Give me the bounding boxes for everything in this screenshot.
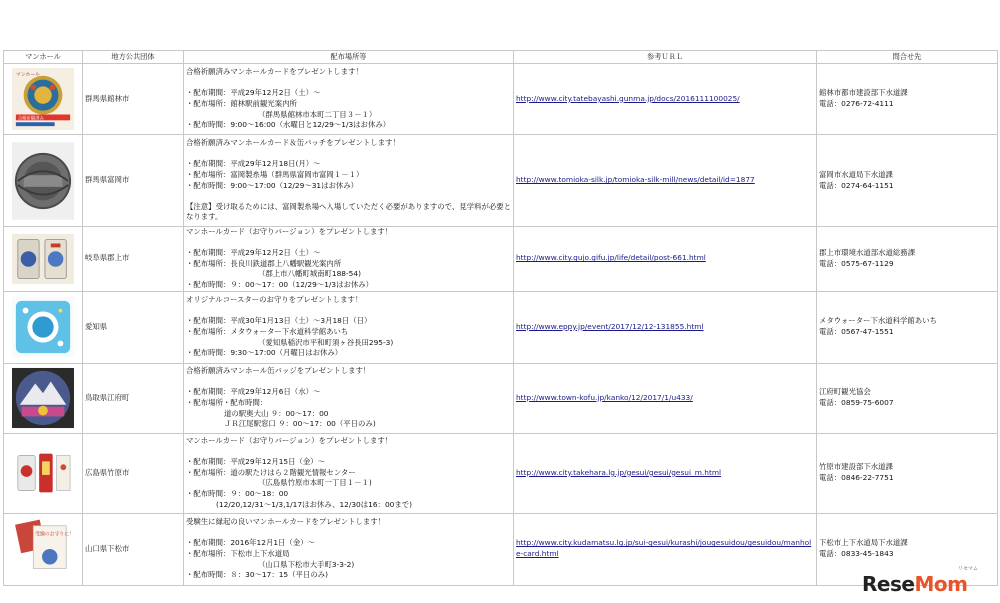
logo-subtext: リセマム — [958, 566, 978, 572]
reference-link[interactable]: http://www.tomioka-silk.jp/tomioka-silk-mill/news/detail/id=1877 — [516, 175, 755, 185]
dist-line — [186, 149, 511, 160]
dist-line: マンホールカード（お守りバージョン）をプレゼントします！ — [186, 227, 393, 236]
dist-line: （山口県下松市大手町3-3-2) — [258, 559, 355, 569]
dist-line: （愛知県稲沢市平和町須ヶ谷長田295-3) — [258, 337, 394, 347]
card-image — [12, 517, 74, 581]
contact-office: 江府町観光協会 — [819, 387, 871, 397]
badge-image — [12, 367, 74, 429]
contact-phone: 電話：0859-75-6007 — [819, 398, 894, 408]
contact-phone: 電話：0274-64-1151 — [819, 180, 894, 190]
distribution-cell — [184, 363, 514, 433]
dist-line: ・配布期間：平成29年12月15日（金）～ — [186, 457, 326, 467]
dist-line: ・配布期間：平成29年12月6日（水）～ — [186, 387, 321, 397]
manhole-image-cell — [4, 227, 83, 292]
reference-link[interactable]: http://www.city.gujo.gifu.jp/life/detail/post-661.html — [516, 253, 706, 263]
dist-line: ＪＲ江尾駅窓口 ９：00～17：00（平日のみ) — [224, 419, 376, 429]
distribution-cell — [184, 227, 514, 292]
dist-line: ・配布時間：9:00～17:00（12/29～31はお休み） — [186, 180, 359, 190]
url-cell — [514, 135, 817, 227]
card-caption-bottom: 合格祈願済み — [17, 116, 44, 122]
municipality-cell: 山口県下松市 — [83, 513, 184, 585]
omamori-image — [12, 443, 74, 503]
manhole-cover-image — [12, 141, 74, 221]
resemom-logo — [862, 572, 967, 596]
contact-office: 下松市上下水道局下水道課 — [819, 538, 908, 548]
header-url: 参考ＵＲＬ — [514, 51, 817, 64]
manhole-card-image — [12, 67, 74, 131]
contact-cell — [817, 291, 998, 363]
table-row — [4, 64, 998, 135]
dist-line: ・配布時間：9:00～16:00（水曜日と12/29～1/3はお休み） — [186, 120, 391, 130]
reference-link[interactable]: http://www.city.kudamatsu.lg.jp/sui-gesui/kurashi/jougesuidou/gesuidou/manhole-card.html — [516, 538, 812, 559]
url-cell — [514, 64, 817, 135]
table-row — [4, 291, 998, 363]
dist-line: （群馬県館林市本町二丁目３－１） — [258, 109, 377, 119]
url-cell — [514, 291, 817, 363]
table-row — [4, 363, 998, 433]
dist-line: ・配布場所：館林駅前観光案内所 — [186, 99, 297, 108]
dist-line: ・配布場所・配布時間： — [186, 398, 268, 408]
table-row — [4, 227, 998, 292]
municipality-cell: 岐阜県郡上市 — [83, 227, 184, 292]
url-cell — [514, 363, 817, 433]
dist-line: オリジナルコースターのお守りをプレゼントします！ — [186, 295, 363, 305]
dist-line: ・配布期間：平成29年12月2日（土）～ — [186, 248, 321, 258]
dist-line: ・配布場所：長良川鉄道郡上八幡駅観光案内所 — [186, 258, 342, 268]
distribution-cell — [184, 433, 514, 513]
dist-line — [186, 306, 511, 317]
dist-line: 道の駅奥大山 ９：00～17：00 — [224, 408, 329, 418]
header-contact: 問合せ先 — [817, 51, 998, 64]
contact-phone: 電話：0575-67-1129 — [819, 258, 894, 268]
url-cell — [514, 227, 817, 292]
municipality-cell: 愛知県 — [83, 291, 184, 363]
dist-line: 合格祈願済みマンホールカードをプレゼントします！ — [186, 67, 363, 77]
card-caption: 受験のお守りに！ — [35, 532, 74, 538]
dist-line: ・配布時間：８：30～17：15（平日のみ) — [186, 570, 328, 580]
contact-phone: 電話：0846-22-7751 — [819, 473, 894, 483]
contact-cell — [817, 135, 998, 227]
dist-line: 合格祈願済みマンホール缶バッジをプレゼントします！ — [186, 366, 371, 376]
manhole-image-cell — [4, 291, 83, 363]
dist-line: マンホールカード（お守りバージョン）をプレゼントします！ — [186, 435, 393, 445]
contact-cell — [817, 64, 998, 135]
card-caption-top: マンホール — [15, 72, 40, 78]
dist-line: なります。 — [186, 212, 223, 222]
reference-link[interactable]: http://www.eppy.jp/event/2017/12/12-131855.html — [516, 321, 704, 331]
dist-line: （広島県竹原市本町一丁目１－１) — [258, 478, 372, 488]
coaster-image — [12, 296, 74, 358]
dist-line: ・配布場所：富岡製糸場（群馬県富岡市富岡１－１） — [186, 169, 364, 179]
dist-line — [186, 528, 511, 539]
dist-line: ・配布期間：平成30年1月13日（土）～3月18日（日） — [186, 316, 372, 326]
manhole-image-cell — [4, 513, 83, 585]
distribution-cell — [184, 135, 514, 227]
dist-line: 【注意】受け取るためには、富岡製糸場へ入場していただく必要がありますので、見学料が必要と — [186, 201, 512, 211]
manhole-image-cell — [4, 433, 83, 513]
logo-brand-b: Mom — [914, 572, 968, 596]
dist-line: 合格祈願済みマンホールカード＆缶バッチをプレゼントします！ — [186, 138, 400, 148]
dist-line: （郡上市八幡町城南町188-54) — [258, 269, 361, 279]
dist-line: ・配布場所：道の駅たけはら２階観光情報センター — [186, 467, 356, 477]
table-row — [4, 433, 998, 513]
dist-line: ・配布時間：９：00～18：00 — [186, 488, 289, 498]
dist-line: ・配布期間：平成29年12月18日(月）～ — [186, 159, 321, 169]
dist-line — [186, 377, 511, 388]
manhole-image-cell — [4, 64, 83, 135]
dist-line: (12/20,12/31～1/3,1/17はお休み、12/30は16：00まで) — [216, 499, 413, 509]
contact-phone: 電話：0276-72-4111 — [819, 99, 894, 108]
dist-line — [186, 447, 511, 458]
table-header-row — [4, 51, 998, 64]
dist-line — [186, 191, 511, 202]
municipality-cell: 広島県竹原市 — [83, 433, 184, 513]
dist-line: ・配布期間：平成29年12月2日（土）～ — [186, 88, 321, 98]
distribution-cell — [184, 64, 514, 135]
contact-phone: 電話：0567-47-1551 — [819, 327, 894, 337]
contact-office: 富岡市水道局下水道課 — [819, 169, 893, 179]
dist-line: ・配布場所：下松市上下水道局 — [186, 549, 290, 559]
reference-link[interactable]: http://www.town-kofu.jp/kanko/12/2017/1/u433/ — [516, 392, 693, 402]
dist-line — [186, 238, 511, 249]
contact-office: 竹原市建設部下水道課 — [819, 462, 893, 472]
manhole-card-table — [3, 50, 998, 586]
manhole-image-cell — [4, 135, 83, 227]
header-distribution: 配布場所等 — [184, 51, 514, 64]
contact-office: メタウォーター下水道科学館あいち — [819, 316, 937, 326]
logo-brand-a: Rese — [862, 572, 915, 596]
manhole-image-cell — [4, 363, 83, 433]
distribution-cell — [184, 513, 514, 585]
dist-line — [186, 78, 511, 89]
url-cell — [514, 433, 817, 513]
contact-office: 館林市都市建設部下水道課 — [819, 88, 908, 98]
omamori-card-image — [12, 233, 74, 285]
municipality-cell: 群馬県館林市 — [83, 64, 184, 135]
contact-office: 郡上市環境水道部水道総務課 — [819, 248, 916, 258]
dist-line: ・配布期間：2016年12月1日（金）～ — [186, 538, 315, 548]
contact-cell — [817, 227, 998, 292]
contact-cell — [817, 363, 998, 433]
contact-phone: 電話：0833-45-1843 — [819, 549, 894, 559]
reference-link[interactable]: http://www.city.takehara.lg.jp/gesui/gesui/gesui_m.html — [516, 467, 722, 477]
table-row — [4, 513, 998, 585]
header-municipality: 地方公共団体 — [83, 51, 184, 64]
table-row — [4, 135, 998, 227]
municipality-cell: 群馬県富岡市 — [83, 135, 184, 227]
reference-link[interactable]: http://www.city.tatebayashi.gunma.jp/docs/2016111100025/ — [516, 93, 740, 103]
dist-line: 受験生に縁起の良いマンホールカードをプレゼントします！ — [186, 517, 386, 527]
dist-line: ・配布時間：９：00～17：00（12/29～1/3はお休み） — [186, 279, 374, 289]
municipality-cell: 鳥取県江府町 — [83, 363, 184, 433]
contact-cell — [817, 433, 998, 513]
distribution-cell — [184, 291, 514, 363]
dist-line: ・配布時間：9:30～17:00（月曜日はお休み） — [186, 348, 343, 358]
url-cell — [514, 513, 817, 585]
header-manhole: マンホール — [4, 51, 83, 64]
dist-line: ・配布場所：メタウォーター下水道科学館あいち — [186, 327, 349, 337]
